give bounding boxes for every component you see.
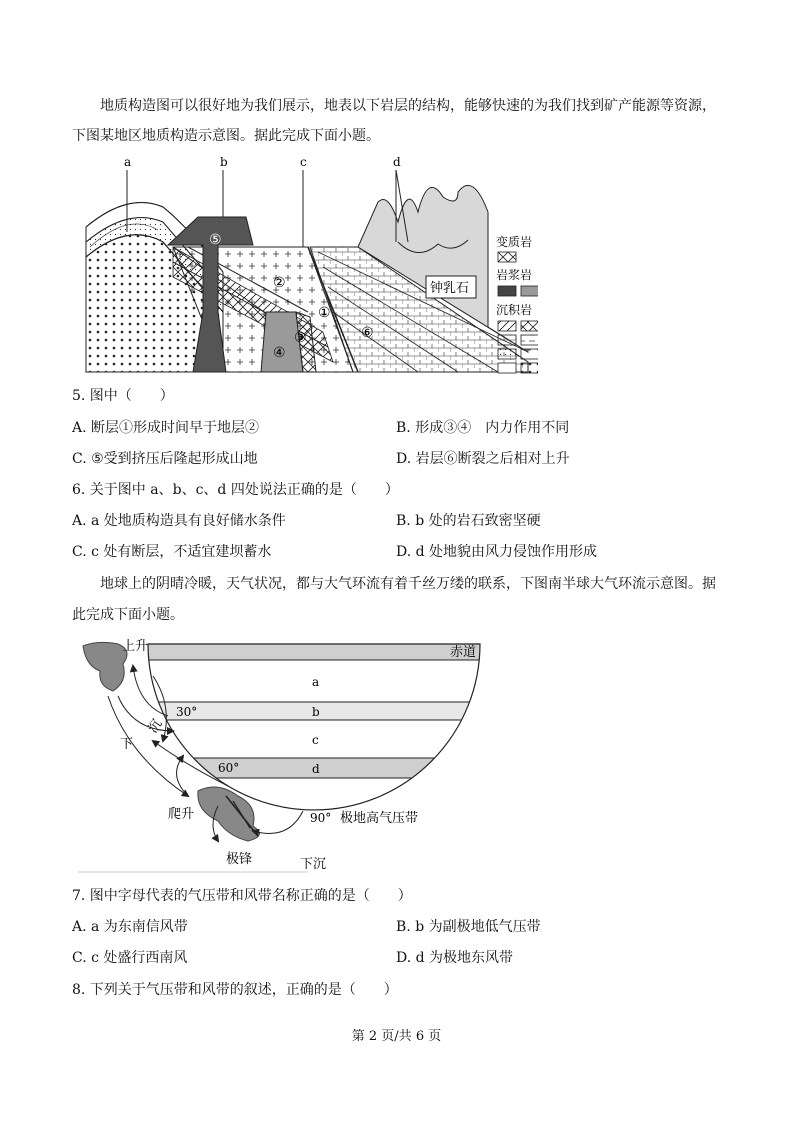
page-footer: 第 2 页/共 6 页: [351, 1029, 442, 1044]
label-rise: 上升: [122, 639, 149, 654]
circle-3: ③: [294, 330, 307, 346]
q6-option-c[interactable]: C. c 处有断层，不适宜建坝蓄水: [72, 544, 272, 560]
label-lat60: 60°: [218, 761, 240, 775]
intro2-line1: 地球上的阴晴冷暖，天气状况，都与大气环流有着千丝万缕的联系，下图南半球大气环流示意图。据: [100, 576, 716, 592]
q5-stem: 5. 图中（ ）: [72, 388, 174, 404]
label-b: b: [220, 155, 228, 169]
q5-option-b[interactable]: B. 形成③④ 内力作用不同: [396, 420, 570, 436]
circle-2: ②: [273, 275, 286, 291]
label-lat30: 30°: [176, 705, 198, 719]
q6-option-a[interactable]: A. a 处地质构造具有良好储水条件: [72, 513, 286, 529]
intro1-line1: 地质构造图可以很好地为我们展示，地表以下岩层的结构，能够快速的为我们找到矿产能源等资源，: [100, 98, 716, 114]
label-a: a: [124, 155, 132, 169]
q6-stem: 6. 关于图中 a、b、c、d 四处说法正确的是（ ）: [72, 482, 399, 498]
circle-1: ①: [318, 305, 331, 321]
label-front: 极锋: [226, 852, 253, 867]
circle-6: ⑥: [361, 325, 374, 341]
band-label-a: a: [312, 675, 320, 689]
label-climb: 爬升: [168, 807, 195, 822]
q7-option-d[interactable]: D. d 为极地东风带: [396, 950, 514, 966]
stalactite-label: 钟乳石: [430, 281, 470, 296]
band-label-c: c: [312, 733, 319, 747]
q5-option-c[interactable]: C. ⑤受到挤压后隆起形成山地: [72, 451, 258, 467]
geology-figure: [78, 152, 538, 374]
label-equator: 赤道: [450, 645, 477, 660]
label-c: c: [300, 155, 307, 169]
circle-4: ④: [273, 345, 286, 361]
label-lat90: 90°: [310, 811, 332, 825]
cloud-top: [83, 642, 127, 691]
circle-5: ⑤: [209, 232, 222, 248]
intro1-line2: 下图某地区地质构造示意图。据此完成下面小题。: [72, 128, 380, 144]
q6-option-d[interactable]: D. d 处地貌由风力侵蚀作用形成: [396, 544, 598, 560]
legend-magmatic: 岩浆岩: [496, 268, 533, 282]
band-equator: [138, 644, 498, 660]
q7-option-b[interactable]: B. b 为副极地低气压带: [396, 919, 541, 935]
label-sink-left: 沉: [145, 716, 166, 737]
q8-stem: 8. 下列关于气压带和风带的叙述，正确的是（ ）: [72, 982, 398, 998]
q7-option-c[interactable]: C. c 处盛行西南风: [72, 950, 188, 966]
band-label-d: d: [312, 762, 320, 776]
q7-option-a[interactable]: A. a 为东南信风带: [72, 919, 188, 935]
label-polar-high: 极地高气压带: [340, 811, 419, 826]
intro2-line2: 此完成下面小题。: [72, 607, 184, 623]
legend-metamorphic: 变质岩: [496, 235, 533, 249]
band-label-b: b: [312, 705, 320, 719]
label-d: d: [393, 155, 401, 169]
q7-stem: 7. 图中字母代表的气压带和风带名称正确的是（ ）: [72, 888, 412, 904]
q5-option-a[interactable]: A. 断层①形成时间早于地层②: [72, 420, 260, 436]
q5-option-d[interactable]: D. 岩层⑥断裂之后相对上升: [396, 451, 570, 467]
legend-sedimentary: 沉积岩: [496, 303, 533, 317]
label-sink-bottom: 下沉: [300, 857, 327, 872]
label-down: 下: [120, 737, 134, 752]
q6-option-b[interactable]: B. b 处的岩石致密坚硬: [396, 513, 541, 529]
circulation-figure: [78, 636, 498, 876]
